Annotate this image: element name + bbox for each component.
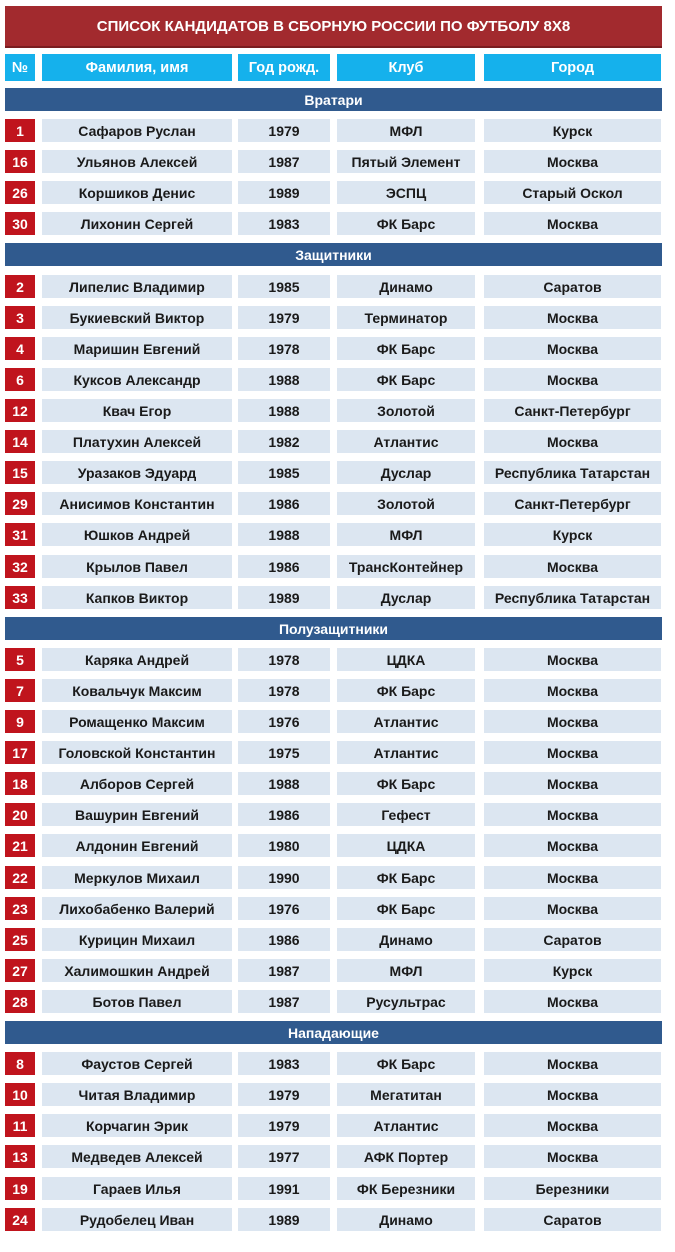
- player-city: Москва: [484, 741, 661, 764]
- player-birth-year: 1989: [238, 181, 330, 204]
- player-club: ФК Барс: [337, 679, 475, 702]
- player-city: Саратов: [484, 928, 661, 951]
- player-name: Ромащенко Максим: [42, 710, 232, 733]
- player-club: ФК Барс: [337, 897, 475, 920]
- player-city: Москва: [484, 430, 661, 453]
- player-birth-year: 1978: [238, 679, 330, 702]
- player-city: Москва: [484, 337, 661, 360]
- player-birth-year: 1978: [238, 337, 330, 360]
- player-club: ЦДКА: [337, 834, 475, 857]
- player-birth-year: 1988: [238, 368, 330, 391]
- player-city: Москва: [484, 1083, 661, 1106]
- column-header-year: Год рожд.: [238, 54, 330, 81]
- player-number: 20: [5, 803, 35, 826]
- player-number: 16: [5, 150, 35, 173]
- player-number: 33: [5, 586, 35, 609]
- player-city: Москва: [484, 212, 661, 235]
- player-city: Москва: [484, 1145, 661, 1168]
- player-city: Москва: [484, 368, 661, 391]
- player-club: ФК Барс: [337, 337, 475, 360]
- player-name: Ковальчук Максим: [42, 679, 232, 702]
- player-number: 26: [5, 181, 35, 204]
- player-birth-year: 1980: [238, 834, 330, 857]
- player-birth-year: 1983: [238, 1052, 330, 1075]
- player-city: Саратов: [484, 1208, 661, 1231]
- player-name: Коршиков Денис: [42, 181, 232, 204]
- player-number: 14: [5, 430, 35, 453]
- player-birth-year: 1988: [238, 772, 330, 795]
- player-club: ФК Барс: [337, 772, 475, 795]
- player-name: Липелис Владимир: [42, 275, 232, 298]
- player-name: Капков Виктор: [42, 586, 232, 609]
- player-name: Ульянов Алексей: [42, 150, 232, 173]
- player-name: Рудобелец Иван: [42, 1208, 232, 1231]
- player-number: 28: [5, 990, 35, 1013]
- player-number: 22: [5, 866, 35, 889]
- player-birth-year: 1977: [238, 1145, 330, 1168]
- player-club: Пятый Элемент: [337, 150, 475, 173]
- player-city: Санкт-Петербург: [484, 492, 661, 515]
- player-birth-year: 1986: [238, 803, 330, 826]
- player-birth-year: 1982: [238, 430, 330, 453]
- player-name: Меркулов Михаил: [42, 866, 232, 889]
- player-city: Москва: [484, 306, 661, 329]
- player-city: Саратов: [484, 275, 661, 298]
- player-number: 15: [5, 461, 35, 484]
- page-title: СПИСОК КАНДИДАТОВ В СБОРНУЮ РОССИИ ПО ФУТБОЛУ 8Х8: [5, 6, 662, 48]
- player-name: Ботов Павел: [42, 990, 232, 1013]
- player-number: 30: [5, 212, 35, 235]
- player-birth-year: 1985: [238, 461, 330, 484]
- player-name: Медведев Алексей: [42, 1145, 232, 1168]
- player-club: ЦДКА: [337, 648, 475, 671]
- player-name: Крылов Павел: [42, 555, 232, 578]
- player-club: МФЛ: [337, 959, 475, 982]
- player-number: 19: [5, 1177, 35, 1200]
- player-number: 8: [5, 1052, 35, 1075]
- player-club: Терминатор: [337, 306, 475, 329]
- player-club: ФК Барс: [337, 212, 475, 235]
- player-club: Атлантис: [337, 1114, 475, 1137]
- player-birth-year: 1976: [238, 897, 330, 920]
- player-number: 23: [5, 897, 35, 920]
- player-club: Дуслар: [337, 461, 475, 484]
- player-number: 24: [5, 1208, 35, 1231]
- player-city: Березники: [484, 1177, 661, 1200]
- player-name: Халимошкин Андрей: [42, 959, 232, 982]
- player-birth-year: 1983: [238, 212, 330, 235]
- player-name: Алдонин Евгений: [42, 834, 232, 857]
- player-number: 31: [5, 523, 35, 546]
- player-club: ФК Барс: [337, 1052, 475, 1075]
- player-number: 27: [5, 959, 35, 982]
- player-number: 1: [5, 119, 35, 142]
- player-club: Динамо: [337, 928, 475, 951]
- player-number: 21: [5, 834, 35, 857]
- player-club: АФК Портер: [337, 1145, 475, 1168]
- player-number: 10: [5, 1083, 35, 1106]
- player-name: Курицин Михаил: [42, 928, 232, 951]
- player-city: Москва: [484, 803, 661, 826]
- section-header: Вратари: [5, 88, 662, 111]
- player-birth-year: 1979: [238, 306, 330, 329]
- column-header-club: Клуб: [337, 54, 475, 81]
- player-club: Золотой: [337, 492, 475, 515]
- player-club: Динамо: [337, 1208, 475, 1231]
- player-birth-year: 1986: [238, 555, 330, 578]
- player-name: Алборов Сергей: [42, 772, 232, 795]
- player-name: Юшков Андрей: [42, 523, 232, 546]
- player-name: Куксов Александр: [42, 368, 232, 391]
- player-birth-year: 1989: [238, 586, 330, 609]
- player-birth-year: 1979: [238, 1083, 330, 1106]
- player-birth-year: 1978: [238, 648, 330, 671]
- player-city: Москва: [484, 772, 661, 795]
- player-club: ФК Барс: [337, 368, 475, 391]
- player-number: 25: [5, 928, 35, 951]
- player-number: 11: [5, 1114, 35, 1137]
- player-name: Сафаров Руслан: [42, 119, 232, 142]
- player-club: ТрансКонтейнер: [337, 555, 475, 578]
- column-header-name: Фамилия, имя: [42, 54, 232, 81]
- column-header-number: №: [5, 54, 35, 81]
- player-birth-year: 1987: [238, 959, 330, 982]
- player-name: Вашурин Евгений: [42, 803, 232, 826]
- player-city: Москва: [484, 150, 661, 173]
- player-birth-year: 1987: [238, 150, 330, 173]
- player-number: 9: [5, 710, 35, 733]
- player-number: 13: [5, 1145, 35, 1168]
- player-club: Золотой: [337, 399, 475, 422]
- player-birth-year: 1987: [238, 990, 330, 1013]
- player-city: Москва: [484, 1052, 661, 1075]
- player-name: Анисимов Константин: [42, 492, 232, 515]
- section-header: Защитники: [5, 243, 662, 266]
- player-number: 7: [5, 679, 35, 702]
- player-club: МФЛ: [337, 119, 475, 142]
- player-city: Санкт-Петербург: [484, 399, 661, 422]
- player-birth-year: 1986: [238, 928, 330, 951]
- player-city: Москва: [484, 648, 661, 671]
- player-club: Динамо: [337, 275, 475, 298]
- player-club: ЭСПЦ: [337, 181, 475, 204]
- player-name: Читая Владимир: [42, 1083, 232, 1106]
- player-city: Москва: [484, 897, 661, 920]
- column-header-city: Город: [484, 54, 661, 81]
- player-name: Лихобабенко Валерий: [42, 897, 232, 920]
- player-name: Платухин Алексей: [42, 430, 232, 453]
- player-number: 18: [5, 772, 35, 795]
- player-birth-year: 1988: [238, 399, 330, 422]
- player-city: Москва: [484, 555, 661, 578]
- player-name: Маришин Евгений: [42, 337, 232, 360]
- player-birth-year: 1986: [238, 492, 330, 515]
- player-city: Москва: [484, 679, 661, 702]
- player-club: Дуслар: [337, 586, 475, 609]
- player-birth-year: 1988: [238, 523, 330, 546]
- player-club: ФК Березники: [337, 1177, 475, 1200]
- section-header: Нападающие: [5, 1021, 662, 1044]
- player-city: Москва: [484, 866, 661, 889]
- player-name: Квач Егор: [42, 399, 232, 422]
- player-club: Атлантис: [337, 741, 475, 764]
- player-city: Республика Татарстан: [484, 461, 661, 484]
- player-name: Корчагин Эрик: [42, 1114, 232, 1137]
- player-city: Курск: [484, 119, 661, 142]
- player-city: Москва: [484, 990, 661, 1013]
- player-city: Республика Татарстан: [484, 586, 661, 609]
- player-club: Русультрас: [337, 990, 475, 1013]
- player-club: Атлантис: [337, 430, 475, 453]
- player-city: Курск: [484, 523, 661, 546]
- player-birth-year: 1979: [238, 1114, 330, 1137]
- player-birth-year: 1985: [238, 275, 330, 298]
- player-number: 2: [5, 275, 35, 298]
- player-number: 3: [5, 306, 35, 329]
- player-number: 4: [5, 337, 35, 360]
- player-number: 6: [5, 368, 35, 391]
- player-birth-year: 1975: [238, 741, 330, 764]
- player-number: 5: [5, 648, 35, 671]
- player-club: Мегатитан: [337, 1083, 475, 1106]
- player-city: Москва: [484, 710, 661, 733]
- player-number: 32: [5, 555, 35, 578]
- player-number: 12: [5, 399, 35, 422]
- player-number: 29: [5, 492, 35, 515]
- player-birth-year: 1976: [238, 710, 330, 733]
- player-name: Фаустов Сергей: [42, 1052, 232, 1075]
- player-name: Гараев Илья: [42, 1177, 232, 1200]
- player-club: Атлантис: [337, 710, 475, 733]
- player-name: Лихонин Сергей: [42, 212, 232, 235]
- player-name: Каряка Андрей: [42, 648, 232, 671]
- player-birth-year: 1990: [238, 866, 330, 889]
- player-name: Букиевский Виктор: [42, 306, 232, 329]
- player-city: Старый Оскол: [484, 181, 661, 204]
- player-city: Москва: [484, 1114, 661, 1137]
- player-club: МФЛ: [337, 523, 475, 546]
- player-club: ФК Барс: [337, 866, 475, 889]
- player-birth-year: 1991: [238, 1177, 330, 1200]
- player-city: Москва: [484, 834, 661, 857]
- player-name: Уразаков Эдуард: [42, 461, 232, 484]
- player-birth-year: 1979: [238, 119, 330, 142]
- player-club: Гефест: [337, 803, 475, 826]
- player-name: Головской Константин: [42, 741, 232, 764]
- section-header: Полузащитники: [5, 617, 662, 640]
- player-number: 17: [5, 741, 35, 764]
- player-birth-year: 1989: [238, 1208, 330, 1231]
- player-city: Курск: [484, 959, 661, 982]
